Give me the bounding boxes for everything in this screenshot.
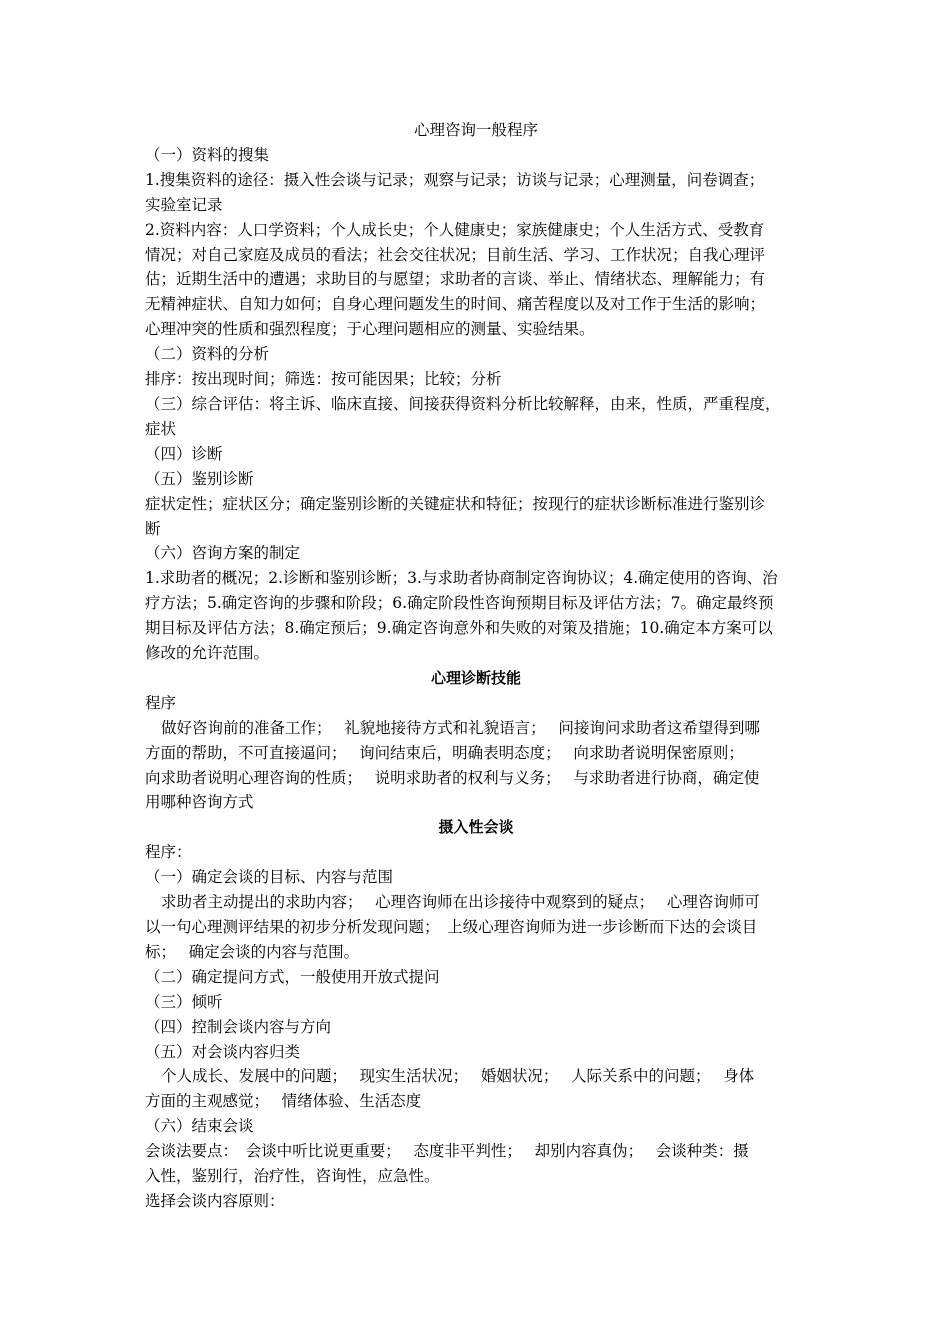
section-heading: （六）结束会谈 xyxy=(145,1117,254,1136)
section-heading: （三）综合评估：将主诉、临床直接、间接获得资料分析比较解释，由来，性质，严重程度， xyxy=(145,394,781,413)
text-line: 1.求助者的概况；2.诊断和鉴别诊断；3.与求助者协商制定咨询协议；4.确定使用的咨询、治 xyxy=(145,569,778,588)
section-heading: （六）咨询方案的制定 xyxy=(145,544,301,563)
section-heading: （二）资料的分析 xyxy=(145,345,270,364)
section-heading: （五）鉴别诊断 xyxy=(145,469,254,488)
text-line: 选择会谈内容原则： xyxy=(145,1191,285,1210)
text-line: 排序：按出现时间；筛选：按可能因果；比较；分析 xyxy=(145,370,502,389)
text-line: 会谈法要点： 会谈中听比说更重要； 态度非平判性； 却别内容真伪； 会谈种类：摄 xyxy=(145,1142,749,1161)
document-title: 心理咨询一般程序 xyxy=(413,121,538,139)
text-line: 个人成长、发展中的问题； 现实生活状况； 婚姻状况； 人际关系中的问题； 身体 xyxy=(161,1067,755,1086)
section-heading: （二）确定提问方式，一般使用开放式提问 xyxy=(145,967,440,986)
text-line: 期目标及评估方法；8.确定预后；9.确定咨询意外和失败的对策及措施；10.确定本方案可以 xyxy=(145,619,773,638)
text-line: 1.搜集资料的途径：摄入性会谈与记录；观察与记录；访谈与记录；心理测量，问卷调查； xyxy=(145,170,765,189)
text-line: 无精神症状、自知力如何；自身心理问题发生的时间、痛苦程度以及对工作于生活的影响； xyxy=(145,295,766,314)
text-line: 实验室记录 xyxy=(145,195,223,214)
text-line: 程序： xyxy=(145,843,192,862)
text-line: 疗方法；5.确定咨询的步骤和阶段；6.确定阶段性咨询预期目标及评估方法；7。确定最终预 xyxy=(145,594,774,613)
text-line: 心理冲突的性质和强烈程度；于心理问题相应的测量、实验结果。 xyxy=(145,320,595,339)
section-title-intake-interview: 摄入性会谈 xyxy=(438,818,514,837)
text-line: 做好咨询前的准备工作； 礼貌地接待方式和礼貌语言； 问接询问求助者这希望得到哪 xyxy=(161,718,760,737)
text-line: 程序 xyxy=(145,693,177,712)
text-line: 情况；对自己家庭及成员的看法；社会交往状况；目前生活、学习、工作状况；自我心理评 xyxy=(145,245,766,264)
document-page xyxy=(145,118,807,1214)
text-line: 求助者主动提出的求助内容； 心理咨询师在出诊接待中观察到的疑点； 心理咨询师可 xyxy=(161,893,760,912)
section-heading: （一）资料的搜集 xyxy=(145,145,270,164)
text-line: 症状定性；症状区分；确定鉴别诊断的关键症状和特征；按现行的症状诊断标准进行鉴别诊 xyxy=(145,494,766,513)
section-heading: （三）倾听 xyxy=(145,992,223,1011)
text-line: 方面的主观感觉； 情绪体验、生活态度 xyxy=(145,1092,422,1111)
text-line: 估；近期生活中的遭遇；求助目的与愿望；求助者的言谈、举止、情绪状态、理解能力；有 xyxy=(145,270,766,289)
section-heading: （五）对会谈内容归类 xyxy=(145,1042,301,1061)
text-line: 标； 确定会谈的内容与范围。 xyxy=(145,942,360,961)
text-line: 入性，鉴别行，治疗性，咨询性，应急性。 xyxy=(145,1167,440,1186)
section-heading: （四）诊断 xyxy=(145,444,223,463)
section-heading: （四）控制会谈内容与方向 xyxy=(145,1017,332,1036)
text-line: 断 xyxy=(145,519,161,538)
text-line: 向求助者说明心理咨询的性质； 说明求助者的权利与义务； 与求助者进行协商，确定使 xyxy=(145,768,760,787)
text-line: 症状 xyxy=(145,419,177,438)
text-line: 方面的帮助，不可直接逼问； 询问结束后，明确表明态度； 向求助者说明保密原则； xyxy=(145,743,744,762)
text-line: 用哪种咨询方式 xyxy=(145,793,254,812)
section-title-diagnosis: 心理诊断技能 xyxy=(430,668,521,687)
text-line: 修改的允许范围。 xyxy=(145,644,270,663)
section-heading: （一）确定会谈的目标、内容与范围 xyxy=(145,868,394,887)
text-line: 以一句心理测评结果的初步分析发现问题； 上级心理咨询师为进一步诊断而下达的会谈目 xyxy=(145,918,758,936)
text-line: 2.资料内容：人口学资料；个人成长史；个人健康史；家族健康史；个人生活方式、受教育 xyxy=(145,220,765,239)
